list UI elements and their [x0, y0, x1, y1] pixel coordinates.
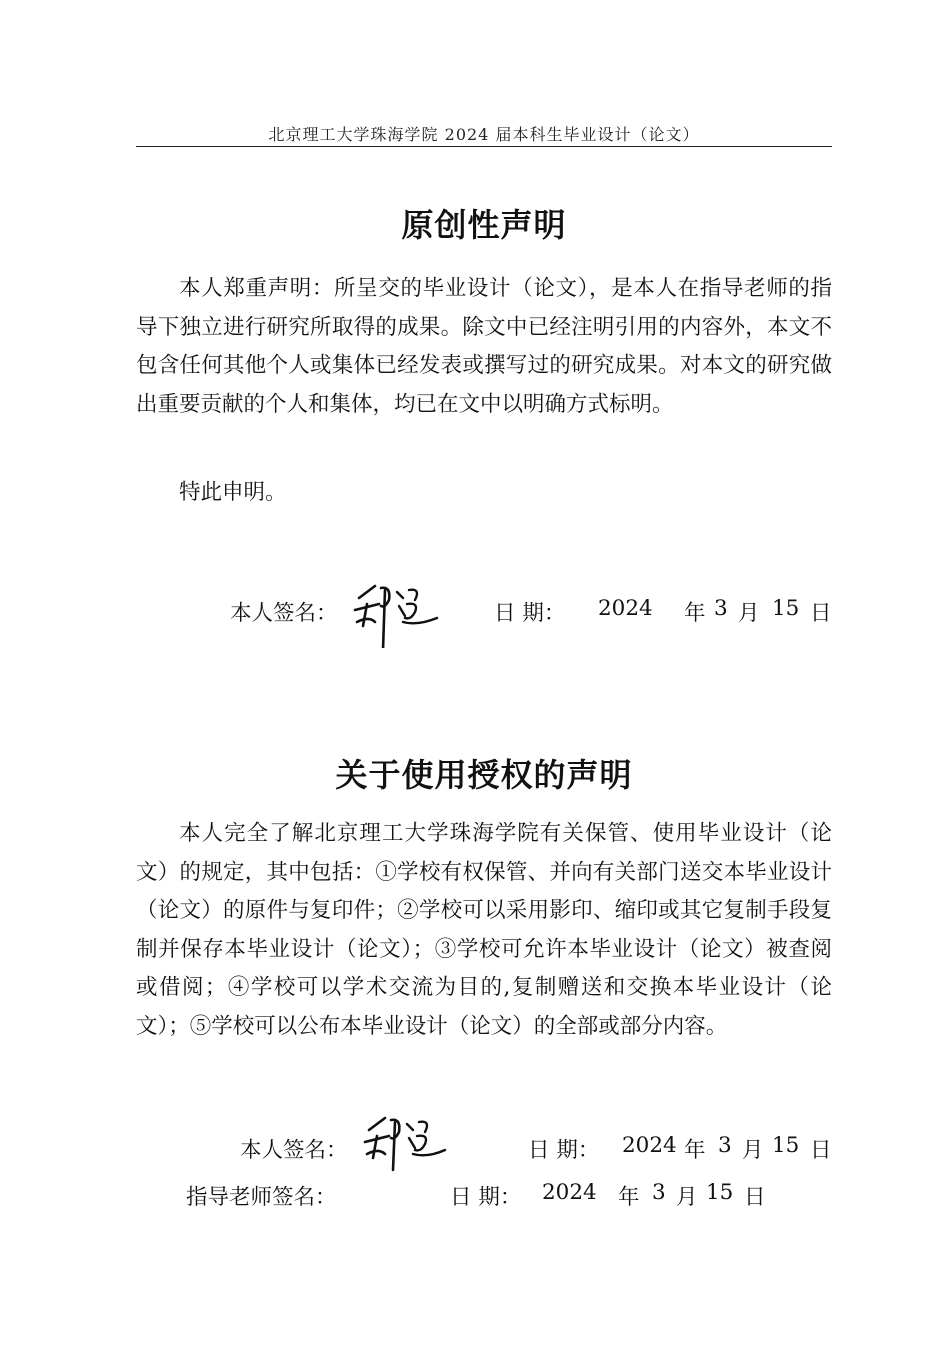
advisor-date-day: 15 [706, 1180, 734, 1205]
authorization-date-label: 日 期： [528, 1138, 600, 1163]
handwritten-signature-icon [345, 578, 445, 648]
authorization-title: 关于使用授权的声明 [335, 756, 633, 794]
originality-date-label: 日 期： [494, 601, 566, 626]
originality-date-year-unit: 年 [684, 601, 706, 626]
advisor-date-year-unit: 年 [618, 1185, 640, 1210]
advisor-date-year: 2024 [542, 1180, 597, 1205]
originality-sign-label: 本人签名： [230, 601, 338, 626]
authorization-signature [355, 1110, 455, 1180]
advisor-date-label: 日 期： [450, 1185, 522, 1210]
authorization-body: 本人完全了解北京理工大学珠海学院有关保管、使用毕业设计（论文）的规定，其中包括：①学校有权保管、并向有关部门送交本毕业设计（论文）的原件与复印件；②学校可以采用影印、缩印或其它复制手段复制并保存本毕业设计（论文）；③学校可允许本毕业设计（论文）被查阅或借阅；④学校可以学术交流为目的,复制赠送和交换本毕业设计（论文）；⑤学校可以公布本毕业设计（论文）的全部或部分内容。 [136, 821, 832, 1039]
advisor-date-month-unit: 月 [676, 1185, 698, 1210]
advisor-date-day-unit: 日 [744, 1185, 766, 1210]
originality-date-day-unit: 日 [810, 601, 832, 626]
originality-date-year: 2024 [598, 596, 653, 621]
originality-closing: 特此申明。 [179, 480, 287, 505]
originality-date-day: 15 [772, 596, 800, 621]
handwritten-signature-icon [355, 1110, 455, 1180]
authorization-date-year-unit: 年 [684, 1138, 706, 1163]
authorization-sign-label: 本人签名： [240, 1138, 348, 1163]
authorization-date-day: 15 [772, 1133, 800, 1158]
authorization-date-year: 2024 [622, 1133, 677, 1158]
header-rule [136, 146, 832, 147]
advisor-sign-label: 指导老师签名： [186, 1185, 337, 1210]
authorization-date-month-unit: 月 [742, 1138, 764, 1163]
advisor-date-month: 3 [652, 1180, 666, 1205]
originality-body: 本人郑重声明：所呈交的毕业设计（论文），是本人在指导老师的指导下独立进行研究所取得的成果。除文中已经注明引用的内容外，本文不包含任何其他个人或集体已经发表或撰写过的研究成果。对本文的研究做出重要贡献的个人和集体，均已在文中以明确方式标明。 [136, 276, 832, 417]
authorization-date-day-unit: 日 [810, 1138, 832, 1163]
originality-date-month-unit: 月 [738, 601, 760, 626]
authorization-date-month: 3 [718, 1133, 732, 1158]
originality-date-month: 3 [714, 596, 728, 621]
page-header: 北京理工大学珠海学院 2024 届本科生毕业设计（论文） [268, 125, 700, 144]
originality-title: 原创性声明 [401, 206, 567, 244]
originality-signature [345, 578, 445, 648]
